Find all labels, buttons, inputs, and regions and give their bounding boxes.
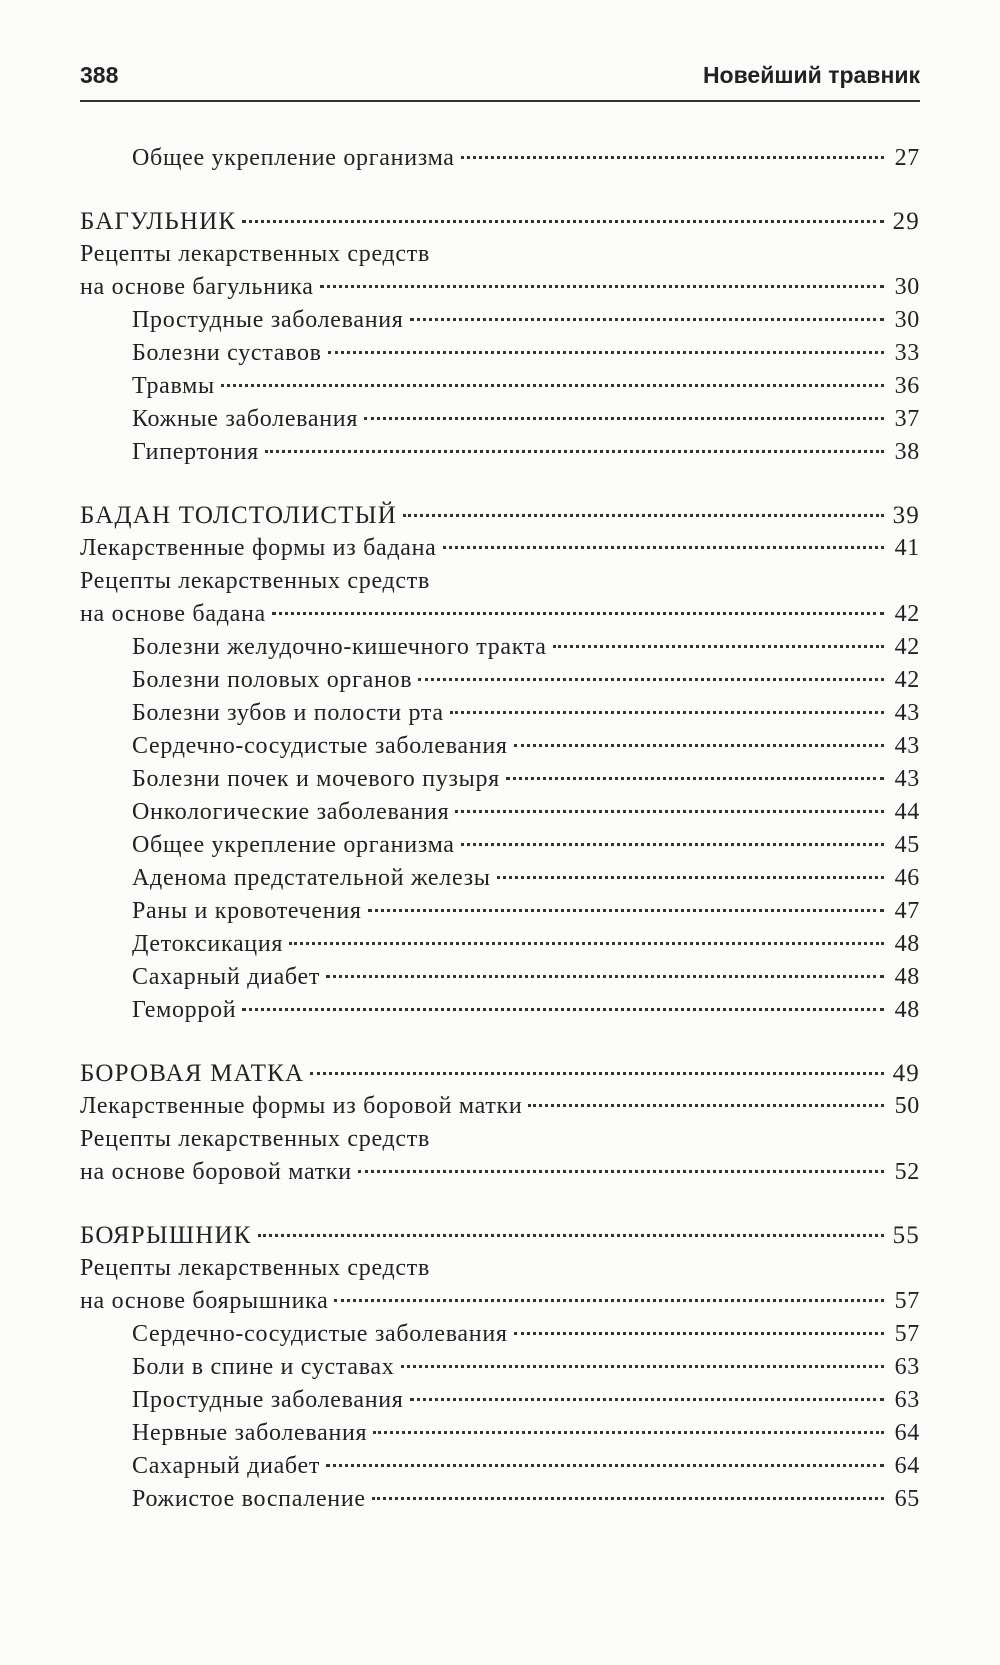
toc-entry <box>80 1450 920 1483</box>
toc-chapter <box>80 1219 920 1252</box>
toc-page-number: 27 <box>894 145 920 171</box>
toc-entry <box>80 370 920 403</box>
dot-leader <box>553 645 884 648</box>
dot-leader <box>265 450 884 453</box>
toc-entry-title-line: на основе багульника <box>80 274 314 300</box>
toc-entry <box>80 961 920 994</box>
toc-entry <box>80 436 920 469</box>
toc-page-number: 37 <box>894 406 920 432</box>
toc-entry-title: Болезни желудочно-кишечного тракта <box>132 634 547 660</box>
dot-leader <box>334 1299 884 1302</box>
dot-leader <box>368 909 884 912</box>
toc-entry-title: Травмы <box>132 373 215 399</box>
toc-page-number: 39 <box>892 502 920 529</box>
toc-entry-title: Сахарный диабет <box>132 964 321 990</box>
toc-entry-title: Нервные заболевания <box>132 1420 368 1446</box>
toc-entry-title: Гипертония <box>132 439 259 465</box>
toc-entry-title: Сердечно-сосудистые заболевания <box>132 1321 508 1347</box>
toc-entry-title: Лекарственные формы из боровой матки <box>80 1093 523 1119</box>
toc-page-number: 57 <box>894 1321 920 1347</box>
toc-chapter <box>80 499 920 532</box>
toc-entry-second-line <box>80 271 920 304</box>
dot-leader <box>497 876 884 879</box>
toc-entry-wrap <box>80 1123 920 1189</box>
toc-entry-title: Детоксикация <box>132 931 284 957</box>
toc-page-number: 64 <box>894 1420 920 1446</box>
toc-chapter <box>80 1057 920 1090</box>
toc-entry-title-line: Рецепты лекарственных средств <box>80 241 430 267</box>
dot-leader <box>410 318 884 321</box>
toc-entry-wrap <box>80 565 920 631</box>
dot-leader <box>364 417 884 420</box>
page-number: 388 <box>80 62 119 88</box>
toc-page-number: 46 <box>894 865 920 891</box>
toc-entry-title: Болезни суставов <box>132 340 322 366</box>
toc-entry <box>80 928 920 961</box>
toc-entry-title: Общее укрепление организма <box>132 145 455 171</box>
toc-entry-title: БАГУЛЬНИК <box>80 208 237 235</box>
toc-page-number: 48 <box>894 997 920 1023</box>
toc-entry <box>80 1252 920 1318</box>
toc-page-number: 44 <box>894 799 920 825</box>
toc-page-number: 43 <box>894 733 920 759</box>
toc-entry-title: БОЯРЫШНИК <box>80 1222 252 1249</box>
table-of-contents <box>80 142 920 1516</box>
toc-page-number: 36 <box>894 373 920 399</box>
toc-entry <box>80 1384 920 1417</box>
dot-leader <box>258 1234 884 1237</box>
toc-page-number: 42 <box>894 601 920 627</box>
dot-leader <box>450 711 884 714</box>
dot-leader <box>242 1008 884 1011</box>
toc-entry-second-line <box>80 1156 920 1189</box>
toc-entry-title: Общее укрепление организма <box>132 832 455 858</box>
dot-leader <box>461 156 884 159</box>
dot-leader <box>514 1332 884 1335</box>
dot-leader <box>514 744 884 747</box>
toc-page-number: 41 <box>894 535 920 561</box>
toc-page-number: 55 <box>892 1222 920 1249</box>
dot-leader <box>358 1170 884 1173</box>
dot-leader <box>221 384 884 387</box>
toc-entry-title: Болезни половых органов <box>132 667 413 693</box>
dot-leader <box>506 777 884 780</box>
toc-page-number: 48 <box>894 964 920 990</box>
toc-entry <box>80 142 920 175</box>
toc-entry-title-line: Рецепты лекарственных средств <box>80 568 430 594</box>
toc-page-number: 30 <box>894 274 920 300</box>
toc-entry-title: БАДАН ТОЛСТОЛИСТЫЙ <box>80 502 398 529</box>
toc-page-number: 43 <box>894 766 920 792</box>
toc-entry-title: Простудные заболевания <box>132 1387 404 1413</box>
toc-entry <box>80 730 920 763</box>
toc-entry-second-line <box>80 598 920 631</box>
toc-entry-title-line: Рецепты лекарственных средств <box>80 1126 430 1152</box>
toc-entry <box>80 862 920 895</box>
toc-page-number: 48 <box>894 931 920 957</box>
toc-entry <box>80 1483 920 1516</box>
dot-leader <box>326 1464 884 1467</box>
running-title: Новейший травник <box>702 62 920 88</box>
toc-entry <box>80 763 920 796</box>
toc-entry <box>80 697 920 730</box>
toc-entry <box>80 1123 920 1189</box>
toc-entry-title: Простудные заболевания <box>132 307 404 333</box>
toc-entry-title: Рожистое воспаление <box>132 1486 366 1512</box>
toc-chapter <box>80 205 920 238</box>
toc-entry-second-line <box>80 1285 920 1318</box>
toc-page-number: 29 <box>892 208 920 235</box>
dot-leader <box>372 1497 884 1500</box>
toc-entry <box>80 304 920 337</box>
dot-leader <box>418 678 884 681</box>
toc-entry <box>80 1351 920 1384</box>
toc-page-number: 30 <box>894 307 920 333</box>
toc-entry <box>80 664 920 697</box>
toc-page-number: 65 <box>894 1486 920 1512</box>
toc-entry-wrap <box>80 1252 920 1318</box>
toc-entry <box>80 1417 920 1450</box>
dot-leader <box>455 810 884 813</box>
toc-page-number: 42 <box>894 634 920 660</box>
dot-leader <box>410 1398 884 1401</box>
toc-entry <box>80 565 920 631</box>
toc-page-number: 47 <box>894 898 920 924</box>
dot-leader <box>403 514 884 517</box>
toc-page-number: 63 <box>894 1387 920 1413</box>
toc-entry <box>80 337 920 370</box>
toc-entry-title-line: на основе боярышника <box>80 1288 329 1314</box>
toc-page-number: 52 <box>894 1159 920 1185</box>
dot-leader <box>289 942 884 945</box>
toc-entry-title: Лекарственные формы из бадана <box>80 535 437 561</box>
toc-entry-title: Болезни зубов и полости рта <box>132 700 444 726</box>
toc-page-number: 43 <box>894 700 920 726</box>
toc-entry <box>80 403 920 436</box>
toc-entry-title: Сердечно-сосудистые заболевания <box>132 733 508 759</box>
toc-entry-title: Боли в спине и суставах <box>132 1354 395 1380</box>
toc-page-number: 38 <box>894 439 920 465</box>
toc-page-number: 42 <box>894 667 920 693</box>
dot-leader <box>272 612 884 615</box>
toc-page-number: 49 <box>892 1060 920 1087</box>
toc-entry <box>80 238 920 304</box>
toc-entry-title: Геморрой <box>132 997 237 1023</box>
toc-page-number: 57 <box>894 1288 920 1314</box>
dot-leader <box>443 546 884 549</box>
dot-leader <box>528 1104 884 1107</box>
toc-entry <box>80 895 920 928</box>
dot-leader <box>326 975 884 978</box>
page-header <box>80 56 920 102</box>
toc-entry <box>80 1318 920 1351</box>
toc-entry-title: БОРОВАЯ МАТКА <box>80 1060 305 1087</box>
toc-entry-wrap <box>80 238 920 304</box>
dot-leader <box>461 843 884 846</box>
toc-entry-title: Онкологические заболевания <box>132 799 450 825</box>
dot-leader <box>310 1072 884 1075</box>
toc-entry-title: Болезни почек и мочевого пузыря <box>132 766 500 792</box>
toc-entry-title: Раны и кровотечения <box>132 898 362 924</box>
toc-entry <box>80 532 920 565</box>
toc-entry <box>80 829 920 862</box>
toc-entry-title: Сахарный диабет <box>132 1453 321 1479</box>
toc-page-number: 63 <box>894 1354 920 1380</box>
toc-page-number: 33 <box>894 340 920 366</box>
dot-leader <box>242 220 884 223</box>
dot-leader <box>328 351 884 354</box>
dot-leader <box>373 1431 884 1434</box>
toc-entry <box>80 994 920 1027</box>
toc-entry-title-line: на основе бадана <box>80 601 266 627</box>
toc-entry <box>80 1090 920 1123</box>
dot-leader <box>320 285 884 288</box>
toc-entry-title: Кожные заболевания <box>132 406 359 432</box>
dot-leader <box>401 1365 885 1368</box>
toc-page-number: 45 <box>894 832 920 858</box>
toc-entry-title-line: Рецепты лекарственных средств <box>80 1255 430 1281</box>
toc-page-number: 50 <box>894 1093 920 1119</box>
toc-entry <box>80 631 920 664</box>
toc-page-number: 64 <box>894 1453 920 1479</box>
toc-entry-title: Аденома предстательной железы <box>132 865 491 891</box>
toc-entry-title-line: на основе боровой матки <box>80 1159 352 1185</box>
toc-entry <box>80 796 920 829</box>
